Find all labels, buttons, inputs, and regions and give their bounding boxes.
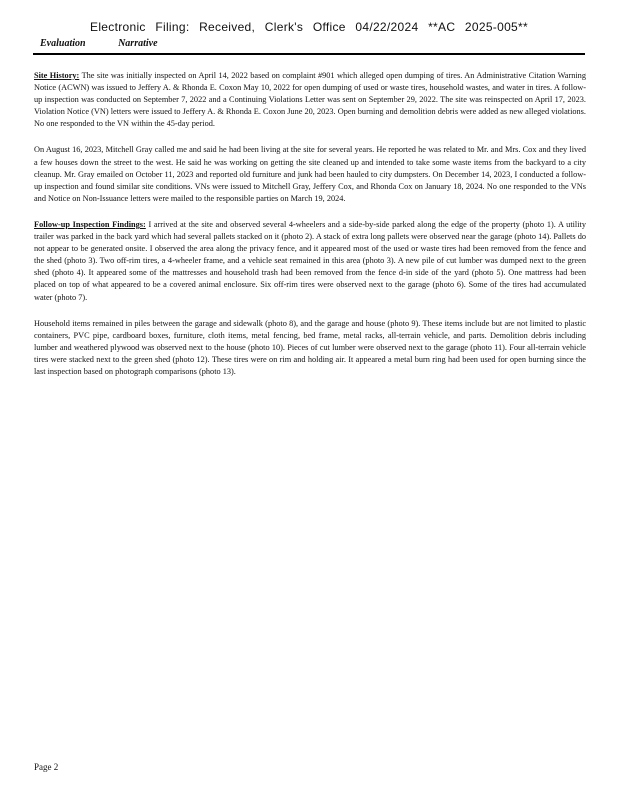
- narrative-label: Narrative: [118, 38, 158, 49]
- contact-text: On August 16, 2023, Mitchell Gray called me and said he had been living at the site for several years. He reported he was related to Mr. and Mrs. Cox and they lived a few houses down the street to the west. He said he was working on getting the site cleaned up and intended to take some waste items from the backyard to a city cleanup. Mr. Gray emailed on October 11, 2023 and reported old furniture and junk had been hauled to city dumpsters. On December 14, 2023, I conducted a follow-up inspection and found similar site conditions. VNs were issued to Mitchell Gray, Jeffery Cox, and Rhonda Cox on January 18, 2024. No one responded to the VNs and Notice on Non-Issuance letters were mailed to the responsible parties on March 19, 2024.: [34, 145, 586, 203]
- site-history-heading: Site History:: [34, 71, 80, 80]
- evaluation-label: Evaluation: [40, 38, 86, 49]
- header-labels: [40, 38, 188, 49]
- site-history-paragraph: [34, 70, 586, 130]
- contact-paragraph: [34, 144, 586, 204]
- inspection-findings-text: I arrived at the site and observed several 4-wheelers and a side-by-side parked along the edge of the property (photo 1). A utility trailer was parked in the back yard which had several pallets stacked on it (photo 2). A stack of extra long pallets were observed near the garage (photo 14). Pallets do not appear to be generated onsite. I observed the area along the privacy fence, and it appeared most of the used or waste tires had been removed from the fence and the shed (photo 3). Two off-rim tires, a 4-wheeler frame, and a vehicle seat remained in this area (photo 3). A new pile of cut lumber was dumped next to the green shed (photo 4). It appeared some of the mattresses and household trash had been removed from the fence d-in side of the yard (photo 5). One mattress had been placed on top of what appeared to be a covered animal enclosure. Six off-rim tires were observed next to the garage (photo 6). Some of the tires had accumulated water (photo 7).: [34, 219, 586, 302]
- narrative-body: [34, 70, 586, 392]
- inspection-findings-paragraph: [34, 219, 586, 304]
- header-rule: [33, 53, 585, 55]
- page-number: Page 2: [34, 762, 59, 772]
- inspection-findings-heading: Follow-up Inspection Findings:: [34, 219, 146, 229]
- household-items-text: Household items remained in piles between the garage and sidewalk (photo 8), and the garage and house (photo 9). These items include but are not limited to plastic containers, PVC pipe, cardboard boxes, furniture, cloth items, metal fencing, bed frame, metal racks, all-terrain vehicle, and parts. Demolition debris including lumber and weathered plywood was observed next to the house (photo 10). Pieces of cut lumber were observed next to the garage (photo 11). Four all-terrain vehicle tires were stacked next to the green shed (photo 12). These tires were on rim and holding air. It appeared a metal burn ring had been used for open burning since the last inspection based on photograph comparisons (photo 13).: [34, 318, 586, 376]
- site-history-text: The site was initially inspected on April 14, 2022 based on complaint #901 which alleged open dumping of tires. An Administrative Citation Warning Notice (ACWN) was issued to Jeffery A. & Rhonda E. Coxon May 10, 2022 for open dumping of used or waste tires, household wastes, and water in tires. A follow-up inspection was conducted on September 7, 2022 and a Continuing Violations Letter was sent on September 29, 2022. The site was reinspected on April 17, 2023. Violation Notice (VN) letters were issued to Jeffery A. & Rhonda E. Coxon June 20, 2023. Open burning and demolition debris were added as new alleged violations. No one responded to the VN within the 45-day period.: [34, 71, 586, 129]
- household-items-paragraph: [34, 318, 586, 378]
- filing-stamp: Electronic Filing: Received, Clerk's Office 04/22/2024 **AC 2025-005**: [90, 20, 528, 34]
